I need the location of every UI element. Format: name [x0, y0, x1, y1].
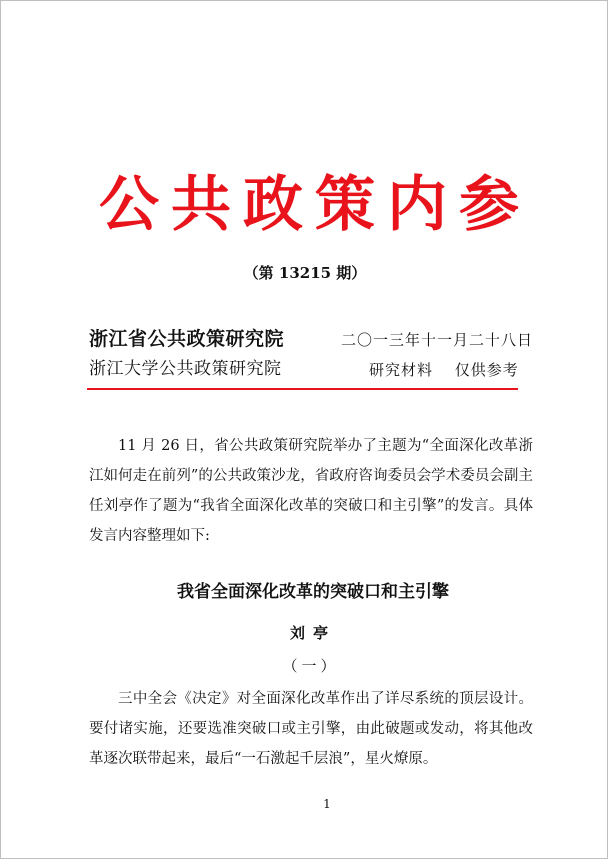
publisher-secondary: 浙江大学公共政策研究院	[89, 359, 282, 379]
classification-note: 研究材料 仅供参考	[369, 361, 519, 379]
article-title: 我省全面深化改革的突破口和主引擎	[177, 582, 449, 602]
page-number: 1	[323, 797, 331, 811]
header-divider	[87, 388, 518, 390]
article-author: 刘亭	[289, 624, 336, 642]
section-heading: （一）	[282, 657, 340, 675]
intro-paragraph: 11 月 26 日，省公共政策研究院举办了主题为“全面深化改革浙江如何走在前列”的公共政策沙龙，省政府咨询委员会学术委员会副主任刘亭作了题为“我省全面深化改革的突破口和主引擎”的发言。具体发言内容整理如下:	[89, 438, 533, 544]
issue-number: （第 13215 期）	[243, 264, 367, 282]
masthead-title: 公共政策内参	[99, 170, 531, 240]
publisher-primary: 浙江省公共政策研究院	[89, 328, 285, 350]
publication-date: 二〇一三年十一月二十八日	[341, 331, 534, 349]
body-paragraph: 三中全会《决定》对全面深化改革作出了详尽系统的顶层设计。要付诸实施，还要选准突破口或主引擎，由此破题或发动，将其他改革逐次联带起来，最后“一石激起千层浪”，星火燎原。	[89, 691, 533, 767]
